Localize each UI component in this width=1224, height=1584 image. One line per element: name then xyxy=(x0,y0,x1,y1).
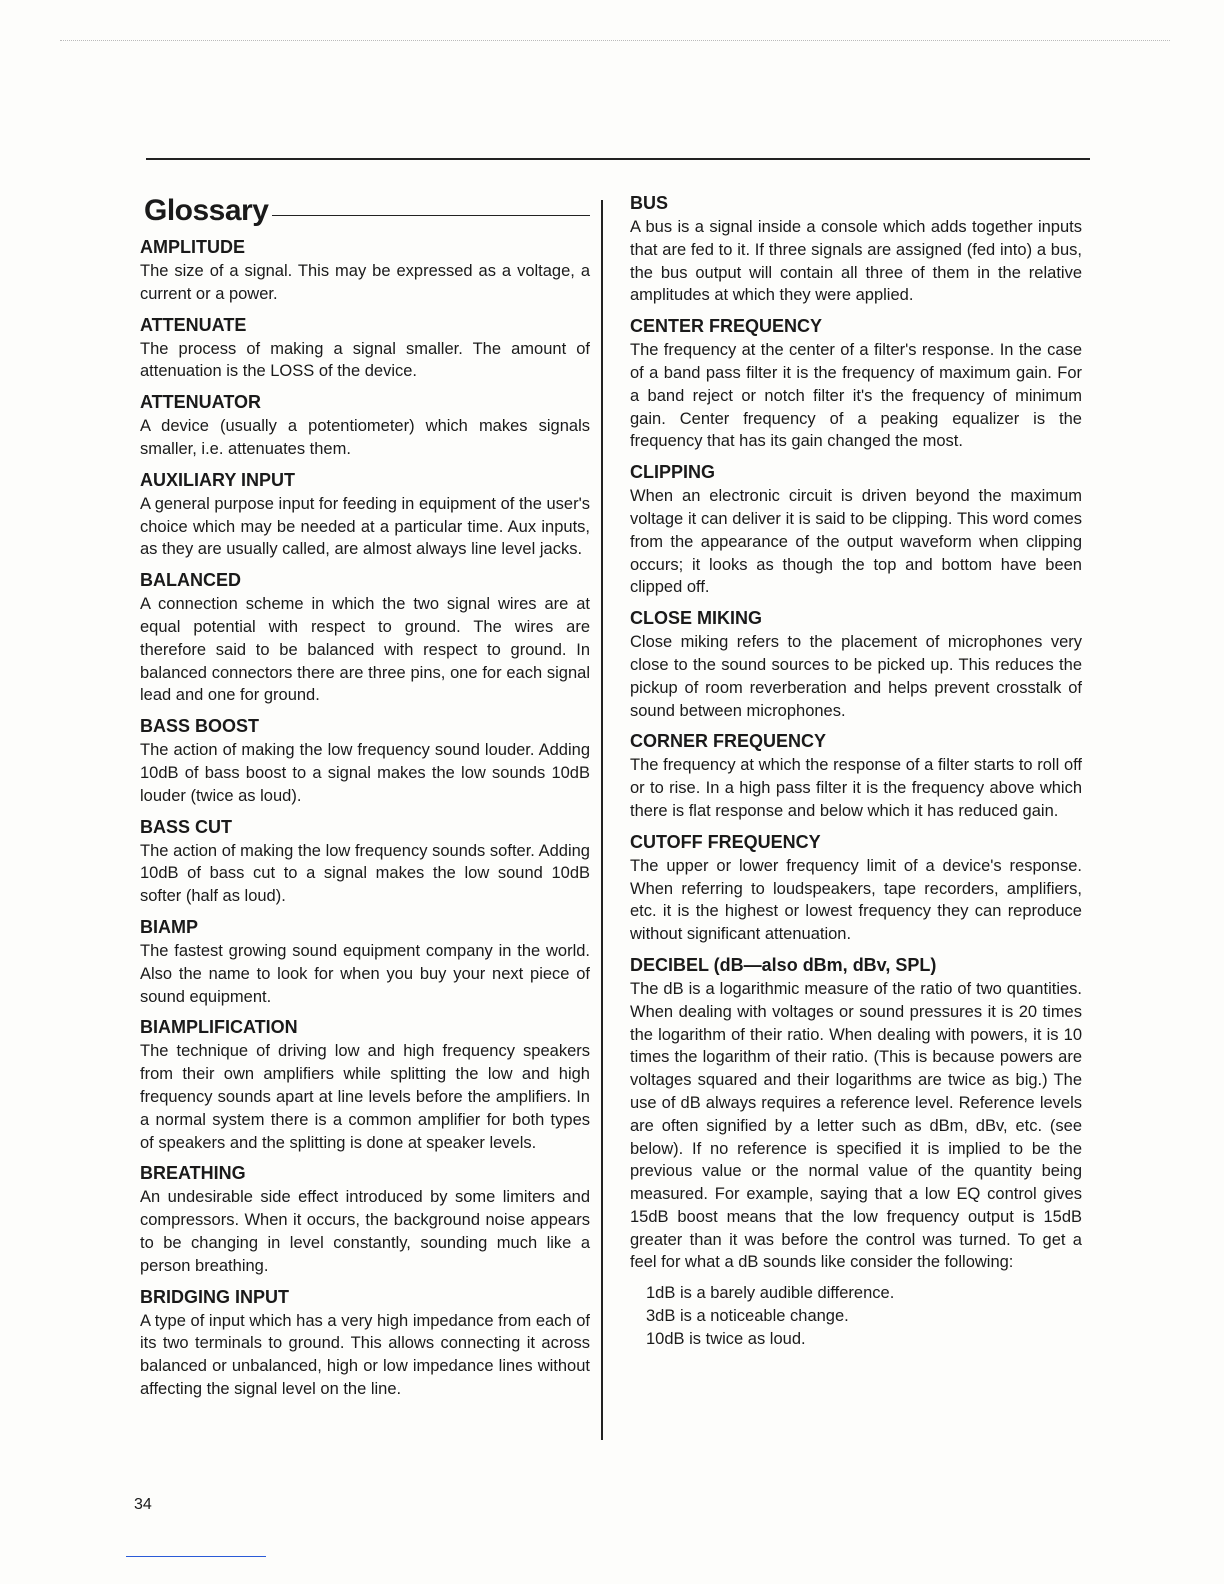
glossary-entry xyxy=(136,314,590,384)
bottom-line xyxy=(126,1556,266,1557)
glossary-term: CLIPPING xyxy=(630,462,716,483)
glossary-term: CENTER FREQUENCY xyxy=(630,316,823,337)
glossary-term: BRIDGING INPUT xyxy=(140,1286,290,1307)
glossary-entry xyxy=(136,1286,590,1401)
glossary-term: ATTENUATOR xyxy=(140,392,261,413)
glossary-term: CORNER FREQUENCY xyxy=(630,731,827,752)
decibel-example: 1dB is a barely audible difference. xyxy=(646,1284,895,1303)
glossary-entry xyxy=(630,461,1082,599)
glossary-term: BIAMP xyxy=(140,916,198,937)
glossary-entry xyxy=(630,192,1082,307)
glossary-term: BASS CUT xyxy=(140,816,233,837)
glossary-definition: The fastest growing sound equipment company in the world. Also the name to look for when you buy your next piece of sound equipment. xyxy=(140,941,590,1006)
page-title: Glossary xyxy=(144,194,269,227)
glossary-entry xyxy=(136,1016,590,1154)
decibel-examples xyxy=(646,1282,1082,1350)
glossary-definition: The upper or lower frequency limit of a device's response. When referring to loudspeakers, tape recorders, amplifiers, etc. it is the highest or lowest frequency they can reproduce without significant attenuation. xyxy=(630,856,1082,944)
glossary-entry xyxy=(630,607,1082,722)
glossary-term: BIAMPLIFICATION xyxy=(140,1017,298,1038)
glossary-entry xyxy=(136,391,590,461)
title-row xyxy=(144,192,590,230)
glossary-definition: An undesirable side effect introduced by some limiters and compressors. When it occurs, the background noise appears to be changing in level constantly, sounding much like a person breathing. xyxy=(140,1188,590,1275)
glossary-definition: A device (usually a potentiometer) which makes signals smaller, i.e. attenuates them. xyxy=(140,417,590,458)
glossary-term: BUS xyxy=(630,193,669,213)
glossary-term: CUTOFF FREQUENCY xyxy=(630,831,821,852)
glossary-definition: A bus is a signal inside a console which adds together inputs that are fed to it. If three signals are assigned (fed into) a bus, the bus output will contain all three of them in the relative amplitudes at which they were applied. xyxy=(630,218,1082,305)
glossary-entry xyxy=(136,1162,590,1277)
page-number: 34 xyxy=(134,1496,152,1513)
left-column xyxy=(136,192,590,1409)
glossary-entry xyxy=(136,816,590,908)
glossary-definition: The frequency at the center of a filter's response. In the case of a band pass filter it is the frequency of maximum gain. For a band reject or notch filter it's the frequency of minimum gain. Center frequency of a peaking equalizer is the frequency that has its gain changed the most. xyxy=(630,341,1082,451)
glossary-entry xyxy=(630,315,1082,453)
glossary-entry xyxy=(136,916,590,1008)
header-rule xyxy=(146,158,1090,160)
glossary-definition: The action of making the low frequency sound louder. Adding 10dB of bass boost to a signal makes the low sounds 10dB louder (twice as loud). xyxy=(140,741,590,805)
glossary-definition: A connection scheme in which the two signal wires are at equal potential with respect to ground. The wires are therefore said to be balanced with respect to ground. In balanced connectors there are three pins, one for each signal lead and one for ground. xyxy=(140,595,590,705)
scan-noise xyxy=(60,40,1170,43)
decibel-example: 10dB is twice as loud. xyxy=(646,1329,806,1348)
glossary-definition: The frequency at which the response of a filter starts to roll off or to rise. In a high pass filter it is the frequency above which there is flat response and below which it has reduced gain. xyxy=(630,756,1082,820)
glossary-term: BASS BOOST xyxy=(140,716,260,737)
glossary-term: BREATHING xyxy=(140,1163,246,1184)
glossary-term: BALANCED xyxy=(140,570,241,591)
glossary-definition: A general purpose input for feeding in equipment of the user's choice which may be needed at a particular time. Aux inputs, as they are usually called, are almost always line level jacks. xyxy=(140,494,590,559)
glossary-entry xyxy=(630,831,1082,946)
column-divider xyxy=(601,200,603,1440)
glossary-entry xyxy=(136,469,590,561)
glossary-entry xyxy=(136,715,590,807)
right-entries xyxy=(630,192,1082,1274)
glossary-definition: When an electronic circuit is driven beyond the maximum voltage it can deliver it is said to be clipping. This word comes from the appearance of the output waveform when clipping occurs; it looks as though the top and bottom have been clipped off. xyxy=(630,487,1082,597)
glossary-definition: The size of a signal. This may be expressed as a voltage, a current or a power. xyxy=(140,262,590,303)
glossary-entry xyxy=(136,569,590,707)
decibel-example: 3dB is a noticeable change. xyxy=(646,1307,849,1326)
glossary-definition: The technique of driving low and high frequency speakers from their own amplifiers while splitting the low and high frequency sounds apart at line levels before the amplifiers. In a normal system there is a common amplifier for both types of speakers and the splitting is done at speaker levels. xyxy=(140,1042,590,1152)
right-column xyxy=(630,192,1082,1351)
glossary-definition: Close miking refers to the placement of microphones very close to the sound sources to be picked up. This reduces the pickup of room reverberation and helps prevent crosstalk of sound between microphones. xyxy=(630,633,1082,720)
title-underline xyxy=(272,215,590,216)
glossary-entry xyxy=(136,236,590,306)
glossary-definition: The action of making the low frequency sounds softer. Adding 10dB of bass cut to a signal makes the low sound 10dB softer (half as loud). xyxy=(140,841,590,906)
glossary-definition: The dB is a logarithmic measure of the ratio of two quantities. When dealing with voltages or sound pressures it is 20 times the logarithm of their ratio. When dealing with powers, it is 10 times the logarithm of their ratio. (This is because powers are voltages squared and their logarithms are twice as big.) The use of dB always requires a reference level. Reference levels are often signified by a letter such as dBm, dBv, etc. (see below). If no reference is specified it is implied to be the previous value or the normal value of the quantity being measured. For example, saying that a low EQ control gives 15dB boost means that the low frequency output is 15dB greater than it was before the control was turned. To get a feel for what a dB sounds like consider the following: xyxy=(630,979,1082,1272)
glossary-entry xyxy=(630,730,1082,822)
glossary-entry xyxy=(630,954,1082,1274)
left-entries xyxy=(136,236,590,1401)
glossary-term: AUXILIARY INPUT xyxy=(140,469,296,490)
glossary-definition: The process of making a signal smaller. The amount of attenuation is the LOSS of the device. xyxy=(140,339,590,381)
glossary-definition: A type of input which has a very high impedance from each of its two terminals to ground. This allows connecting it across balanced or unbalanced, high or low impedance lines without affecting the signal level on the line. xyxy=(140,1311,590,1398)
glossary-term: AMPLITUDE xyxy=(140,237,245,257)
glossary-term: ATTENUATE xyxy=(140,314,247,335)
glossary-term: DECIBEL (dB—also dBm, dBv, SPL) xyxy=(630,954,937,975)
glossary-term: CLOSE MIKING xyxy=(630,608,763,629)
